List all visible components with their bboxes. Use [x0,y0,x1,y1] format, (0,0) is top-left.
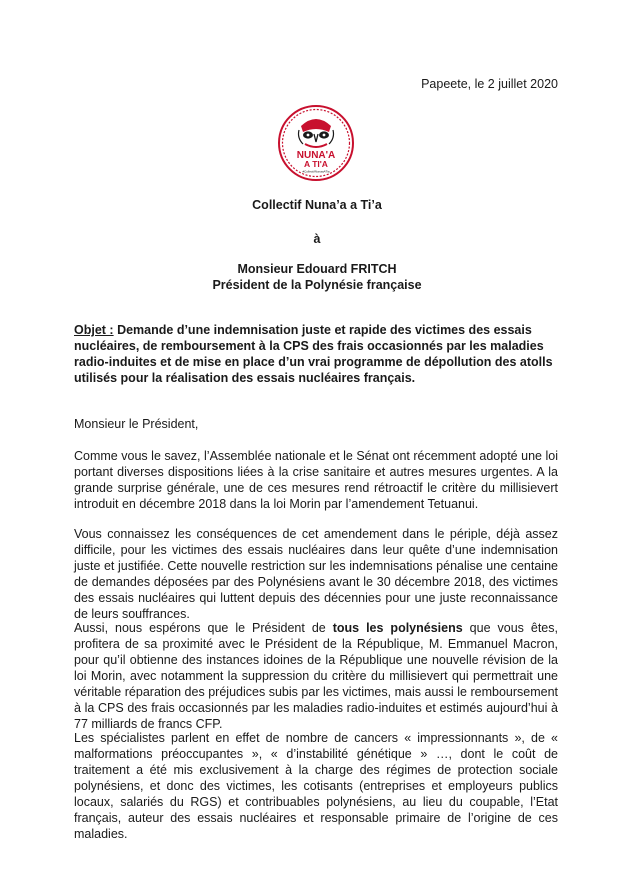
recipient-title: Président de la Polynésie française [212,278,422,292]
paragraph-1: Comme vous le savez, l’Assemblée nationale et le Sénat ont récemment adopté une loi portant diverses dispositions liées à la crise sanitaire et autres mesures urgentes. A la grande surprise générale, une de ces mesures rend rétroactif le critère du millisievert introduit en décembre 2018 dans la loi Morin par l’amendement Tetuanui. [74,449,558,511]
letter-date: Papeete, le 2 juillet 2020 [421,77,558,91]
logo-line1: NUNA'A [296,150,336,161]
sender-name: Collectif Nuna’a a Ti’a [252,198,382,212]
paragraph-3-start: Aussi, nous espérons que le Président de [74,621,333,635]
paragraph-3-bold: tous les polynésiens [332,621,463,635]
paragraph-4: Les spécialistes parlent en effet de nombre de cancers « impressionnants », de « malformations préoccupantes », « d’instabilité génétique » …, dont le coût de traitement a été mis exclusivement à la charge des régimes de protection sociale polynésiens, et donc des victimes, les cotisants (entreprises et employeurs publics locaux, salariés du RGS) et contribuables polynésiens, au lieu du coupable, l’Etat français, auteur des essais nucléaires et responsable primaire de l’origine de ces maladies. [74,731,558,841]
logo-tagline: #CollectifNunaaATia [302,169,330,174]
to-word: à [313,232,321,246]
subject-block [74,322,564,386]
collective-logo [277,104,355,182]
paragraph-2: Vous connaissez les conséquences de cet amendement dans le périple, déjà assez difficile, pour les victimes des essais nucléaires dans leur quête d’une indemnisation juste et justifiée. Cette nouvelle restriction sur les indemnisations pénalise une centaine de demandes déposées par des Polynésiens avant le 30 décembre 2018, des victimes des essais nucléaires qui luttent depuis des décennies pour une juste reconnaissance de leurs souffrances. [74,527,558,621]
paragraph-3 [74,620,558,732]
subject-text: Demande d’une indemnisation juste et rapide des victimes des essais nucléaires, de remboursement à la CPS des frais occasionnés par les maladies radio-induites et de mise en place d’un vrai programme de dépollution des atolls utilisés pour la réalisation des essais nucléaires français. [74,323,553,385]
subject-label: Objet : [74,323,114,337]
logo-line2: A TI'A [304,159,328,169]
recipient-name: Monsieur Edouard FRITCH [237,262,397,276]
salutation: Monsieur le Président, [74,417,199,431]
paragraph-3-end: que vous êtes, profitera de sa proximité avec le Président de la République, M. Emmanuel Macron, pour qu’il obtienne des instances idoines de la République une nouvelle révision de la loi Morin, avec notamment la suppression du critère du millisievert qui permettrait une véritable réparation des préjudices subis par les victimes, mais aussi le remboursement à la CPS des frais occasionnés par les maladies radio-induites et estimés aujourd’hui à 77 milliards de francs CFP. [74,621,558,731]
